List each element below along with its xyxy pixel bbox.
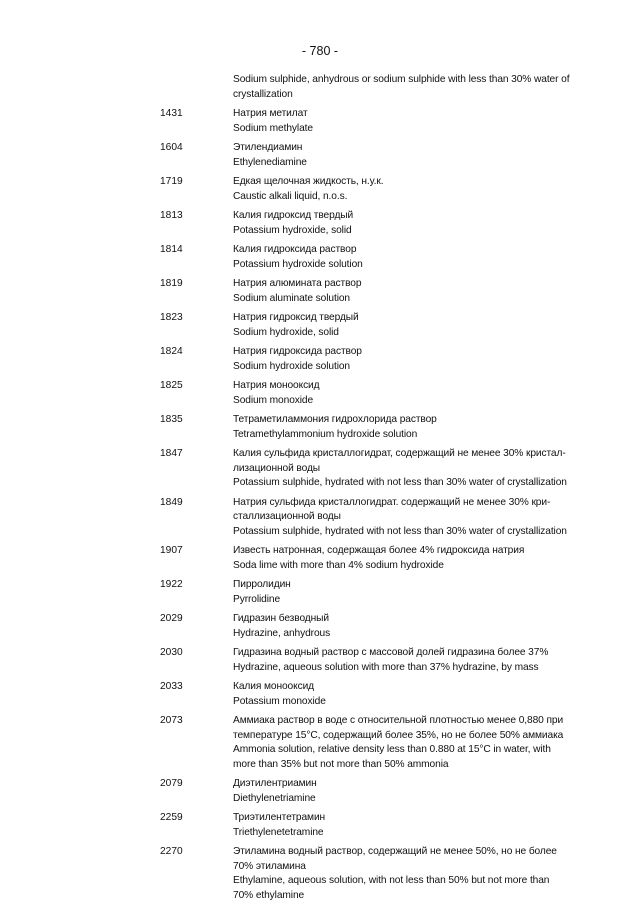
list-item [0,496,640,540]
substance-name-line: Sodium methylate [233,122,313,134]
substance-name-line: Potassium monoxide [233,695,326,707]
list-item [0,141,640,170]
substance-name-line: Натрия монооксид [233,380,320,391]
un-number: 1835 [160,414,183,425]
substance-name-line: сталлизационной воды [233,511,341,522]
substance-name [233,447,578,491]
substance-name-line: Калия сульфида кристаллогидрат, содержащий не менее 30% кристал- [233,448,566,459]
substance-name-line: Натрия алюмината раствор [233,278,362,289]
list-item [0,379,640,408]
substance-name-line: лизационной воды [233,462,321,474]
substance-name-line: Диэтилентриамин [233,778,317,789]
substance-name-line: 70% этиламина [233,860,306,872]
substance-name-line: Калия гидроксид твердый [233,210,354,221]
substance-name-line: Tetramethylammonium hydroxide solution [233,428,418,440]
substance-name-line: Soda lime with more than 4% sodium hydroxide [233,559,444,571]
un-number: 1824 [160,346,183,357]
un-number: 1825 [160,380,183,391]
substance-name-line: Sodium hydroxide, solid [233,326,339,338]
un-number: 1847 [160,448,183,459]
substance-name [233,680,578,709]
list-item [0,209,640,238]
substance-name [233,578,578,607]
substance-name-line: Sodium monoxide [233,394,314,406]
list-item [0,777,640,806]
substance-name-line: more than 35% but not more than 50% ammonia [233,758,449,770]
list-item [0,345,640,374]
substance-name-line: Caustic alkali liquid, n.o.s. [233,190,348,202]
substance-name [233,209,578,238]
page-number: - 780 - [301,44,339,58]
entry-list [0,73,640,908]
list-item [0,646,640,675]
substance-name [233,379,578,408]
un-number: 1719 [160,176,183,187]
list-item [0,612,640,641]
substance-name [233,345,578,374]
substance-name-line: Тетраметиламмония гидрохлорида раствор [233,414,437,425]
substance-name-line: Натрия метилат [233,108,308,119]
un-number: 1813 [160,210,183,221]
substance-name-line: Триэтилентетрамин [233,812,326,823]
substance-name-line: Potassium hydroxide, solid [233,224,352,236]
list-item [0,714,640,772]
substance-name-line: Pyrrolidine [233,593,281,605]
un-number: 2029 [160,613,183,624]
un-number: 2073 [160,715,183,726]
un-number: 1604 [160,142,183,153]
un-number: 1922 [160,579,183,590]
substance-name [233,646,578,675]
substance-name-line: Diethylenetriamine [233,792,316,804]
substance-name-line: Triethylenetetramine [233,826,324,838]
substance-name [233,243,578,272]
substance-name [233,73,578,102]
substance-name-line: Калия монооксид [233,681,315,692]
substance-name-line: Натрия гидроксид твердый [233,312,359,323]
list-item [0,811,640,840]
list-item [0,578,640,607]
un-number: 2033 [160,681,183,692]
list-item [0,447,640,491]
substance-name-line: Potassium sulphide, hydrated with not less than 30% water of crystallization [233,477,567,488]
list-item [0,544,640,573]
un-number: 2270 [160,846,183,857]
substance-name-line: Этилендиамин [233,142,303,153]
list-item [0,175,640,204]
un-number: 2259 [160,812,183,823]
un-number: 1849 [160,496,183,508]
substance-name-line: Potassium hydroxide solution [233,258,363,270]
substance-name [233,107,578,136]
substance-name [233,175,578,204]
substance-name-line: Едкая щелочная жидкость, н.у.к. [233,176,384,187]
substance-name-line: Ethylamine, aqueous solution, with not less than 50% but not more than [233,875,550,886]
substance-name-line: crystallization [233,88,293,100]
substance-name-line: Пирролидин [233,579,291,590]
substance-name-line: Hydrazine, anhydrous [233,627,331,639]
substance-name [233,311,578,340]
substance-name [233,496,578,540]
substance-name [233,544,578,573]
substance-name-line: Sodium sulphide, anhydrous or sodium sulphide with less than 30% water of [233,74,570,85]
substance-name-line: Гидразина водный раствор с массовой долей гидразина более 37% [233,647,549,658]
substance-name-line: Hydrazine, aqueous solution with more than 37% hydrazine, by mass [233,661,539,673]
substance-name-line: 70% ethylamine [233,889,305,901]
substance-name-line: температуре 15°С, содержащий более 35%, но не более 50% аммиака [233,729,564,741]
substance-name [233,845,578,903]
substance-name-line: Ethylenediamine [233,156,307,168]
substance-name-line: Натрия сульфида кристаллогидрат. содержащий не менее 30% кри- [233,496,551,508]
un-number: 1431 [160,108,183,119]
un-number: 1823 [160,312,183,323]
substance-name-line: Гидразин безводный [233,613,329,624]
substance-name [233,413,578,442]
un-number: 2079 [160,778,183,789]
substance-name-line: Калия гидроксида раствор [233,244,357,255]
list-item [0,277,640,306]
list-item [0,845,640,903]
substance-name-line: Sodium aluminate solution [233,292,350,304]
substance-name [233,141,578,170]
substance-name-line: Известь натронная, содержащая более 4% гидроксида натрия [233,545,525,556]
substance-name-line: Ammonia solution, relative density less than 0.880 at 15°C in water, with [233,744,551,755]
un-number: 1819 [160,278,183,289]
list-item [0,413,640,442]
substance-name-line: Этиламина водный раствор, содержащий не менее 50%, но не более [233,846,557,857]
substance-name-line: Аммиака раствор в воде с относительной плотностью менее 0,880 при [233,715,564,726]
substance-name-line: Натрия гидроксида раствор [233,346,362,357]
substance-name [233,277,578,306]
list-item [0,73,640,102]
substance-name [233,777,578,806]
substance-name [233,612,578,641]
un-number: 2030 [160,647,183,658]
un-number: 1814 [160,244,183,255]
list-item [0,107,640,136]
un-number: 1907 [160,545,183,556]
substance-name-line: Sodium hydroxide solution [233,360,350,372]
substance-name [233,811,578,840]
list-item [0,680,640,709]
list-item [0,243,640,272]
list-item [0,311,640,340]
substance-name-line: Potassium sulphide, hydrated with not less than 30% water of crystallization [233,525,567,537]
substance-name [233,714,578,772]
